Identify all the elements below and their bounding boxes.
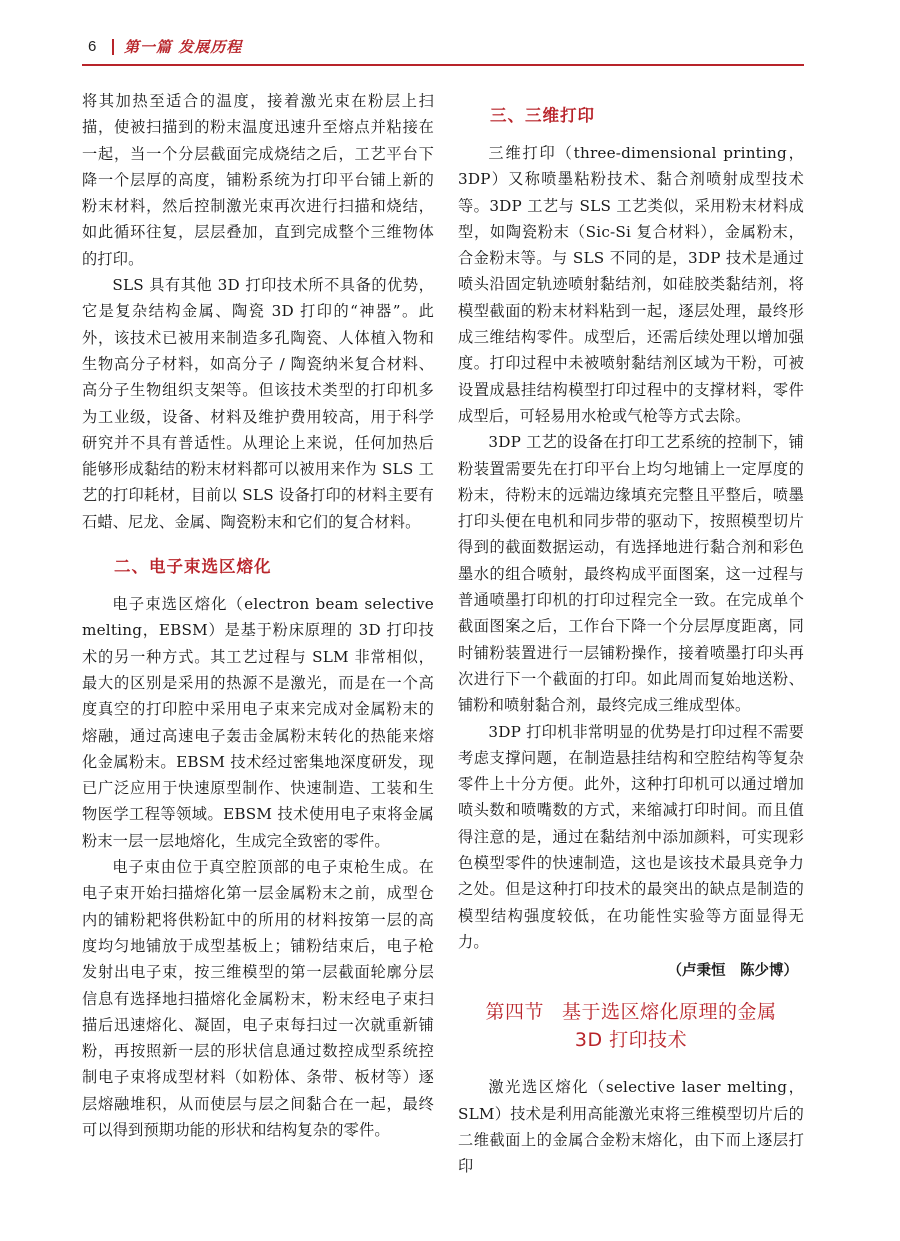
author-credit: （卢秉恒 陈少博） xyxy=(667,963,798,980)
page-header xyxy=(82,34,804,68)
paragraph: 三维打印（three-dimensional printing，3DP）又称喷墨粘粉技术、黏合剂喷射成型技术等。3DP 工艺与 SLS 工艺类似，采用粉末材料成型，如陶瓷粉末（Sic-Si 复合材料），金属粉末，合金粉末等。与 SLS 不同的是，3DP 技术是通过喷头沿固定轨迹喷射黏结剂，如硅胶类黏结剂，将模型截面的粉末材料粘到一起，逐层处理，最终形成三维结构零件。成型后，还需后续处理以增加强度。打印过程中未被喷射黏结剂区域为干粉，可被设置成悬挂结构模型打印过程中的支撑材料，零件成型后，可轻易用水枪或气枪等方式去除。 xyxy=(458,144,804,425)
header-rule xyxy=(82,64,804,66)
paragraph: 电子束由位于真空腔顶部的电子束枪生成。在电子束开始扫描熔化第一层金属粉末之前，成型仓内的铺粉耙将供粉缸中的所用的材料按第一层的高度均匀地铺放于成型基板上；铺粉结束后，电子枪发射出电子束，按三维模型的第一层截面轮廓分层信息有选择地扫描熔化金属粉末，粉末经电子束扫描后迅速熔化、凝固，电子束每扫过一次就重新铺粉，再按照新一层的形状信息通过数控成型系统控制电子束将成型材料（如粉体、条带、板材等）逐层熔融堆积，从而使层与层之间黏合在一起，最终可以得到预期功能的形状和结构复杂的零件。 xyxy=(82,858,434,1139)
section-label: 第四节 xyxy=(485,1001,544,1024)
chapter-title: 第一篇 发展历程 xyxy=(124,38,243,56)
section-title xyxy=(458,998,804,1054)
section-heading-ebsm: 二、电子束选区熔化 xyxy=(114,557,272,577)
header-divider xyxy=(112,39,114,55)
paragraph: 将其加热至适合的温度，接着激光束在粉层上扫描，使被扫描到的粉末温度迅速升至熔点并粘接在一起，当一个分层截面完成烧结之后，工艺平台下降一个层厚的高度，铺粉系统为打印平台铺上新的粉末材料，然后控制激光束再次进行扫描和烧结，如此循环往复，层层叠加，直到完成整个三维物体的打印。 xyxy=(82,92,434,268)
right-column xyxy=(458,88,804,1179)
paragraph: 电子束选区熔化（electron beam selective melting，EBSM）是基于粉床原理的 3D 打印技术的另一种方式。其工艺过程与 SLM 非常相似，最大的区别是采用的热源不是激光，而是在一个高度真空的打印腔中采用电子束来完成对金属粉末的熔融，通过高速电子轰击金属粉末转化的热能来熔化金属粉末。EBSM 技术经过密集地深度研发，现已广泛应用于快速原型制作、快速制造、工装和生物医学工程等领域。EBSM 技术使用电子束将金属粉末一层一层地熔化，生成完全致密的零件。 xyxy=(82,595,434,850)
section-heading-3dp: 三、三维打印 xyxy=(490,106,595,125)
paragraph: 3DP 打印机非常明显的优势是打印过程不需要考虑支撑问题，在制造悬挂结构和空腔结构等复杂零件上十分方便。此外，这种打印机可以通过增加喷头数和喷嘴数的方式，来缩减打印时间。而且值得注意的是，通过在黏结剂中添加颜料，可实现彩色模型零件的快速制造，这也是该技术最具竞争力之处。但是这种打印技术的最突出的缺点是制造的模型结构强度较低，在功能性实验等方面显得无力。 xyxy=(458,722,804,951)
paragraph: 激光选区熔化（selective laser melting，SLM）技术是利用高能激光束将三维模型切片后的二维截面上的金属合金粉末熔化，由下而上逐层打印 xyxy=(458,1078,804,1176)
section-title-line2: 3D 打印技术 xyxy=(574,1029,688,1052)
paragraph: SLS 具有其他 3D 打印技术所不具备的优势，它是复杂结构金属、陶瓷 3D 打印的“神器”。此外，该技术已被用来制造多孔陶瓷、人体植入物和生物高分子材料，如高分子 / 陶瓷纳米复合材料、高分子生物组织支架等。但该技术类型的打印机多为工业级，设备、材料及维护费用较高，用于科学研究并不具有普适性。从理论上来说，任何加热后能够形成黏结的粉末材料都可以被用来作为 SLS 工艺的打印耗材，目前以 SLS 设备打印的材料主要有石蜡、尼龙、金属、陶瓷粉末和它们的复合材料。 xyxy=(82,276,434,531)
section-title-line1: 基于选区熔化原理的金属 xyxy=(562,1001,777,1024)
paragraph: 3DP 工艺的设备在打印工艺系统的控制下，铺粉装置需要先在打印平台上均匀地铺上一定厚度的粉末，待粉末的远端边缘填充完整且平整后，喷墨打印头便在电机和同步带的驱动下，按照模型切片得到的截面数据运动，有选择地进行黏合剂和彩色墨水的组合喷射，最终构成平面图案，这一过程与普通喷墨打印机的打印过程完全一致。在完成单个截面图案之后，工作台下降一个分层厚度距离，同时铺粉装置进行一层铺粉操作，接着喷墨打印头再次进行下一个截面的打印。如此周而复始地送粉、铺粉和喷射黏合剂，最终完成三维成型体。 xyxy=(458,433,804,715)
left-column xyxy=(82,88,434,1143)
page-number: 6 xyxy=(88,38,97,55)
